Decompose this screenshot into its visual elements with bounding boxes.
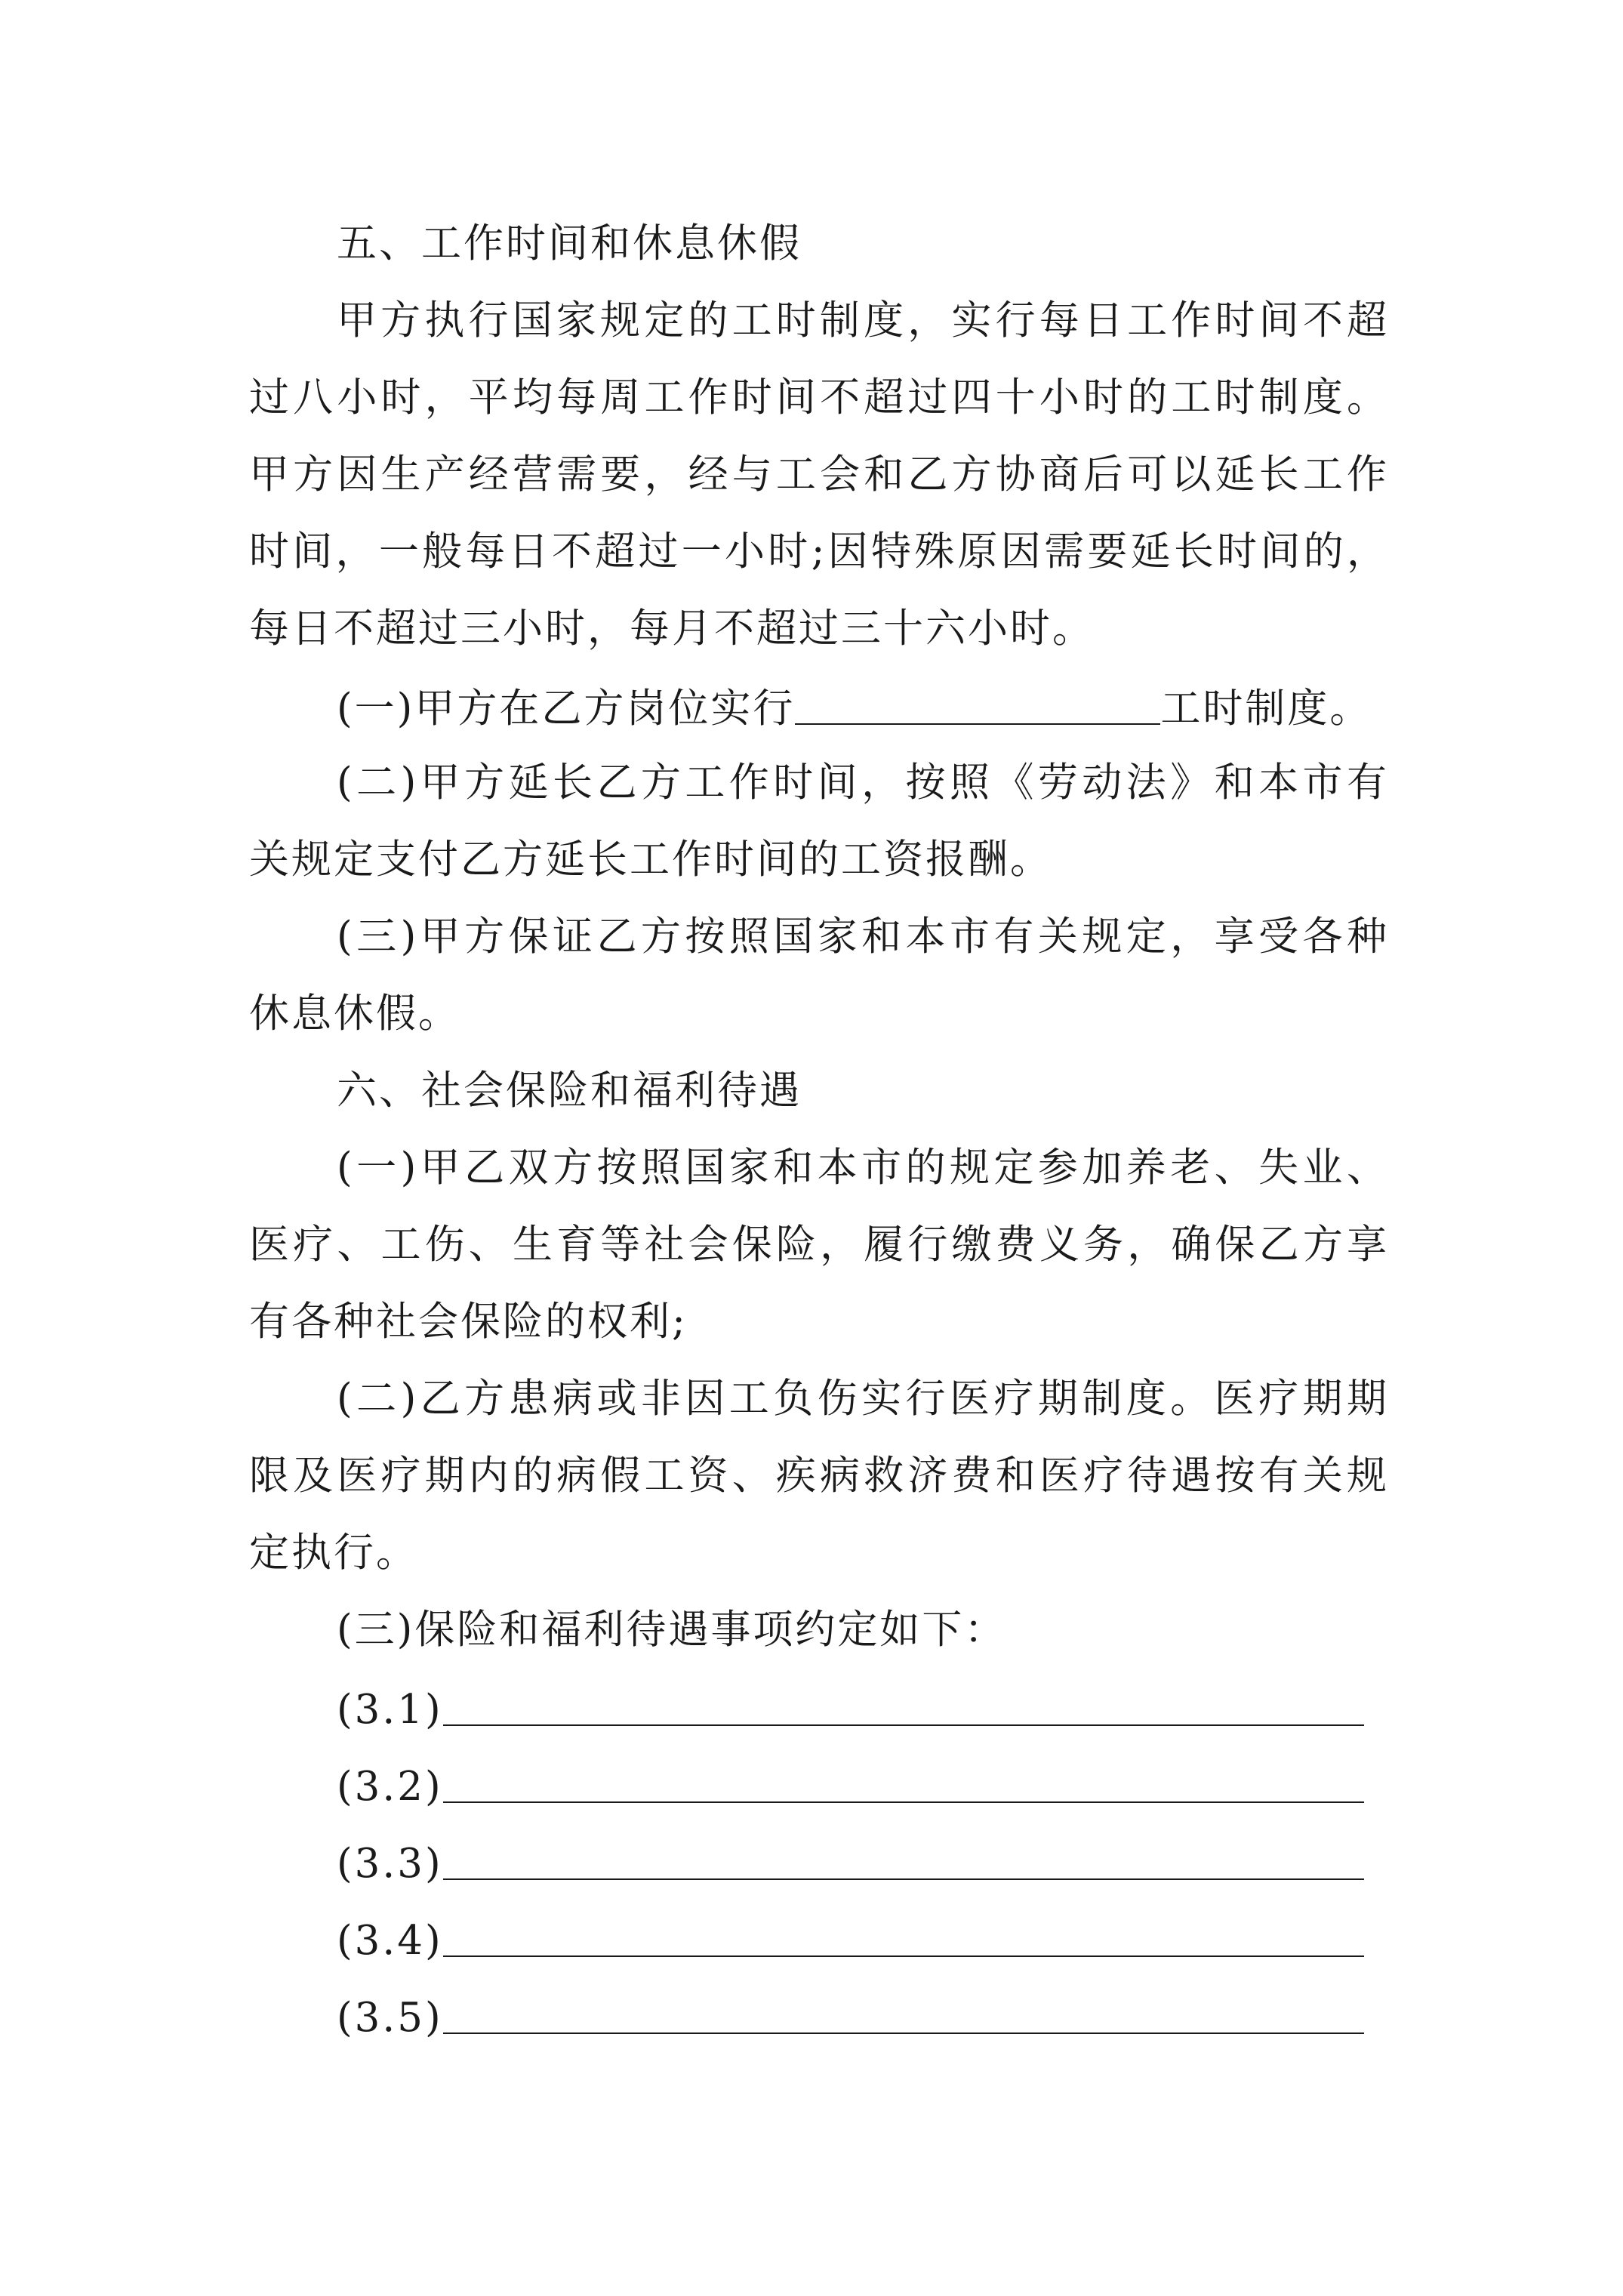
sub-item-3-5 [337, 1995, 1364, 2041]
sub-item-label: (3.4) [337, 1918, 443, 1964]
section5-intro-line-2: 过八小时，平均每周工作时间不超过四十小时的工时制度。 [249, 374, 1389, 421]
section5-intro-line-5: 每日不超过三小时，每月不超过三十六小时。 [249, 606, 1095, 652]
sub-item-3-1 [337, 1687, 1364, 1733]
sub-item-3-4 [337, 1918, 1364, 1964]
section5-intro-line-4: 时间，一般每日不超过一小时;因特殊原因需要延长时间的， [249, 529, 1389, 575]
section5-item3-line-1: (三)甲方保证乙方按照国家和本市有关规定，享受各种 [337, 914, 1389, 960]
sub-item-label: (3.5) [337, 1995, 443, 2041]
sub-item-3-5-blank[interactable] [443, 1995, 1364, 2034]
sub-item-3-4-blank[interactable] [443, 1918, 1364, 1957]
sub-item-3-3-blank[interactable] [443, 1841, 1364, 1880]
sub-item-label: (3.2) [337, 1764, 443, 1810]
section5-item1-suffix: 工时制度。 [1160, 686, 1372, 732]
section5-item1-prefix: (一)甲方在乙方岗位实行 [337, 686, 796, 732]
section5-item3-line-2: 休息休假。 [249, 991, 460, 1037]
sub-item-3-3 [337, 1841, 1364, 1887]
sub-item-label: (3.3) [337, 1841, 443, 1887]
section6-item1-line-1: (一)甲乙双方按照国家和本市的规定参加养老、失业、 [337, 1145, 1389, 1191]
section5-item2-line-2: 关规定支付乙方延长工作时间的工资报酬。 [249, 837, 1052, 883]
section5-item2-line-1: (二)甲方延长乙方工作时间，按照《劳动法》和本市有 [337, 760, 1389, 806]
section6-item2-line-2: 限及医疗期内的病假工资、疾病救济费和医疗待遇按有关规 [249, 1453, 1389, 1499]
section5-intro-line-1: 甲方执行国家规定的工时制度，实行每日工作时间不超 [337, 297, 1389, 344]
section6-title: 六、社会保险和福利待遇 [337, 1068, 802, 1114]
sub-item-3-2-blank[interactable] [443, 1764, 1364, 1803]
section6-item1-line-2: 医疗、工伤、生育等社会保险，履行缴费义务，确保乙方享 [249, 1222, 1389, 1268]
section5-title: 五、工作时间和休息休假 [337, 220, 802, 267]
section5-item1 [337, 686, 1372, 732]
sub-item-3-1-blank[interactable] [443, 1687, 1364, 1726]
section6-item3-title: (三)保险和福利待遇事项约定如下： [337, 1607, 1007, 1653]
section6-item2-line-3: 定执行。 [249, 1530, 418, 1576]
section6-item1-line-3: 有各种社会保险的权利; [249, 1299, 688, 1345]
sub-item-3-2 [337, 1764, 1364, 1810]
work-hour-system-blank[interactable] [795, 686, 1160, 725]
section6-item2-line-1: (二)乙方患病或非因工负伤实行医疗期制度。医疗期期 [337, 1376, 1389, 1422]
sub-item-label: (3.1) [337, 1687, 443, 1733]
section5-intro-line-3: 甲方因生产经营需要，经与工会和乙方协商后可以延长工作 [249, 451, 1389, 498]
